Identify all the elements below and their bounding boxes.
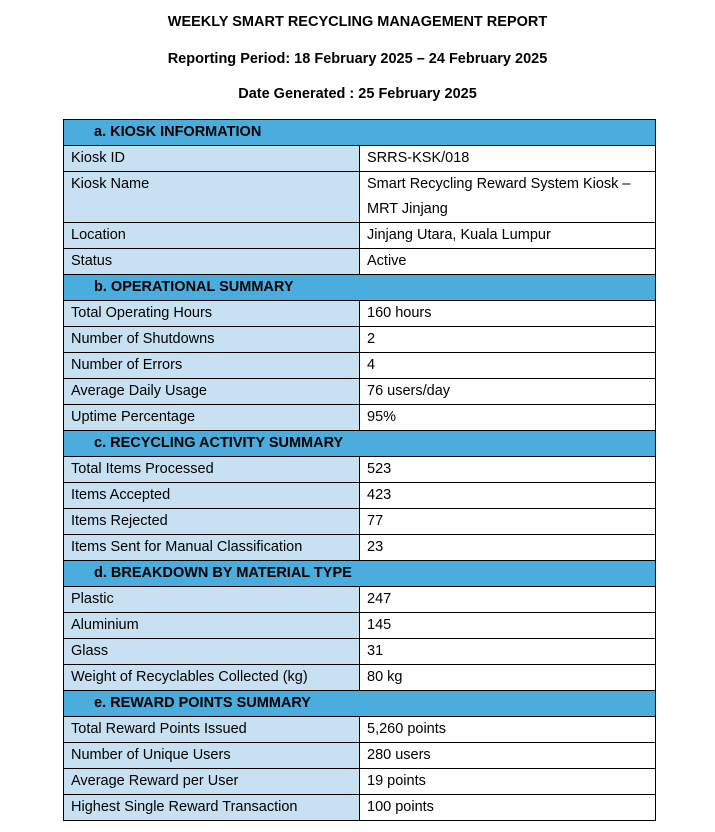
row-label: Items Accepted (64, 483, 360, 509)
row-value: Active (360, 249, 656, 275)
row-label: Number of Shutdowns (64, 327, 360, 353)
row-value: 76 users/day (360, 379, 656, 405)
row-value: 100 points (360, 795, 656, 821)
row-value: 77 (360, 509, 656, 535)
row-value: Smart Recycling Reward System Kiosk – MRT Jinjang (360, 172, 656, 223)
section-title: a. KIOSK INFORMATION (64, 120, 656, 146)
row-label: Average Reward per User (64, 769, 360, 795)
report-table (63, 119, 656, 821)
row-value: Jinjang Utara, Kuala Lumpur (360, 223, 656, 249)
table-row (64, 769, 656, 795)
row-label: Plastic (64, 587, 360, 613)
row-label: Kiosk Name (64, 172, 360, 223)
row-label: Items Sent for Manual Classification (64, 535, 360, 561)
date-generated: Date Generated : 25 February 2025 (238, 86, 477, 102)
row-label: Number of Errors (64, 353, 360, 379)
row-value: 160 hours (360, 301, 656, 327)
row-label: Kiosk ID (64, 146, 360, 172)
row-value: 19 points (360, 769, 656, 795)
table-row (64, 172, 656, 223)
table-row (64, 353, 656, 379)
row-value: 280 users (360, 743, 656, 769)
table-row (64, 301, 656, 327)
table-row (64, 535, 656, 561)
section-header-operational-summary (64, 275, 656, 301)
table-row (64, 483, 656, 509)
row-label: Total Reward Points Issued (64, 717, 360, 743)
section-title: c. RECYCLING ACTIVITY SUMMARY (64, 431, 656, 457)
table-row (64, 509, 656, 535)
row-label: Items Rejected (64, 509, 360, 535)
table-row (64, 717, 656, 743)
table-row (64, 457, 656, 483)
section-title: d. BREAKDOWN BY MATERIAL TYPE (64, 561, 656, 587)
table-row (64, 249, 656, 275)
row-value: 23 (360, 535, 656, 561)
row-label: Average Daily Usage (64, 379, 360, 405)
row-label: Aluminium (64, 613, 360, 639)
row-value: 80 kg (360, 665, 656, 691)
table-row (64, 795, 656, 821)
reporting-period: Reporting Period: 18 February 2025 – 24 February 2025 (167, 51, 548, 67)
table-row (64, 587, 656, 613)
row-label: Glass (64, 639, 360, 665)
table-row (64, 327, 656, 353)
row-value: SRRS-KSK/018 (360, 146, 656, 172)
section-header-reward-points-summary (64, 691, 656, 717)
table-row (64, 405, 656, 431)
row-value: 4 (360, 353, 656, 379)
table-row (64, 743, 656, 769)
row-value: 5,260 points (360, 717, 656, 743)
row-value: 95% (360, 405, 656, 431)
section-header-recycling-activity-summary (64, 431, 656, 457)
row-value: 2 (360, 327, 656, 353)
row-label: Highest Single Reward Transaction (64, 795, 360, 821)
table-row (64, 223, 656, 249)
table-row (64, 379, 656, 405)
row-value: 523 (360, 457, 656, 483)
section-header-kiosk-information (64, 120, 656, 146)
row-label: Uptime Percentage (64, 405, 360, 431)
table-row (64, 639, 656, 665)
table-row (64, 146, 656, 172)
section-title: e. REWARD POINTS SUMMARY (64, 691, 656, 717)
row-label: Weight of Recyclables Collected (kg) (64, 665, 360, 691)
row-value: 145 (360, 613, 656, 639)
table-row (64, 665, 656, 691)
row-label: Location (64, 223, 360, 249)
table-row (64, 613, 656, 639)
row-value: 247 (360, 587, 656, 613)
row-value: 31 (360, 639, 656, 665)
row-value: 423 (360, 483, 656, 509)
row-label: Status (64, 249, 360, 275)
row-label: Number of Unique Users (64, 743, 360, 769)
row-label: Total Operating Hours (64, 301, 360, 327)
report-title: WEEKLY SMART RECYCLING MANAGEMENT REPORT (167, 14, 548, 30)
row-label: Total Items Processed (64, 457, 360, 483)
section-header-breakdown-by-material-type (64, 561, 656, 587)
section-title: b. OPERATIONAL SUMMARY (64, 275, 656, 301)
